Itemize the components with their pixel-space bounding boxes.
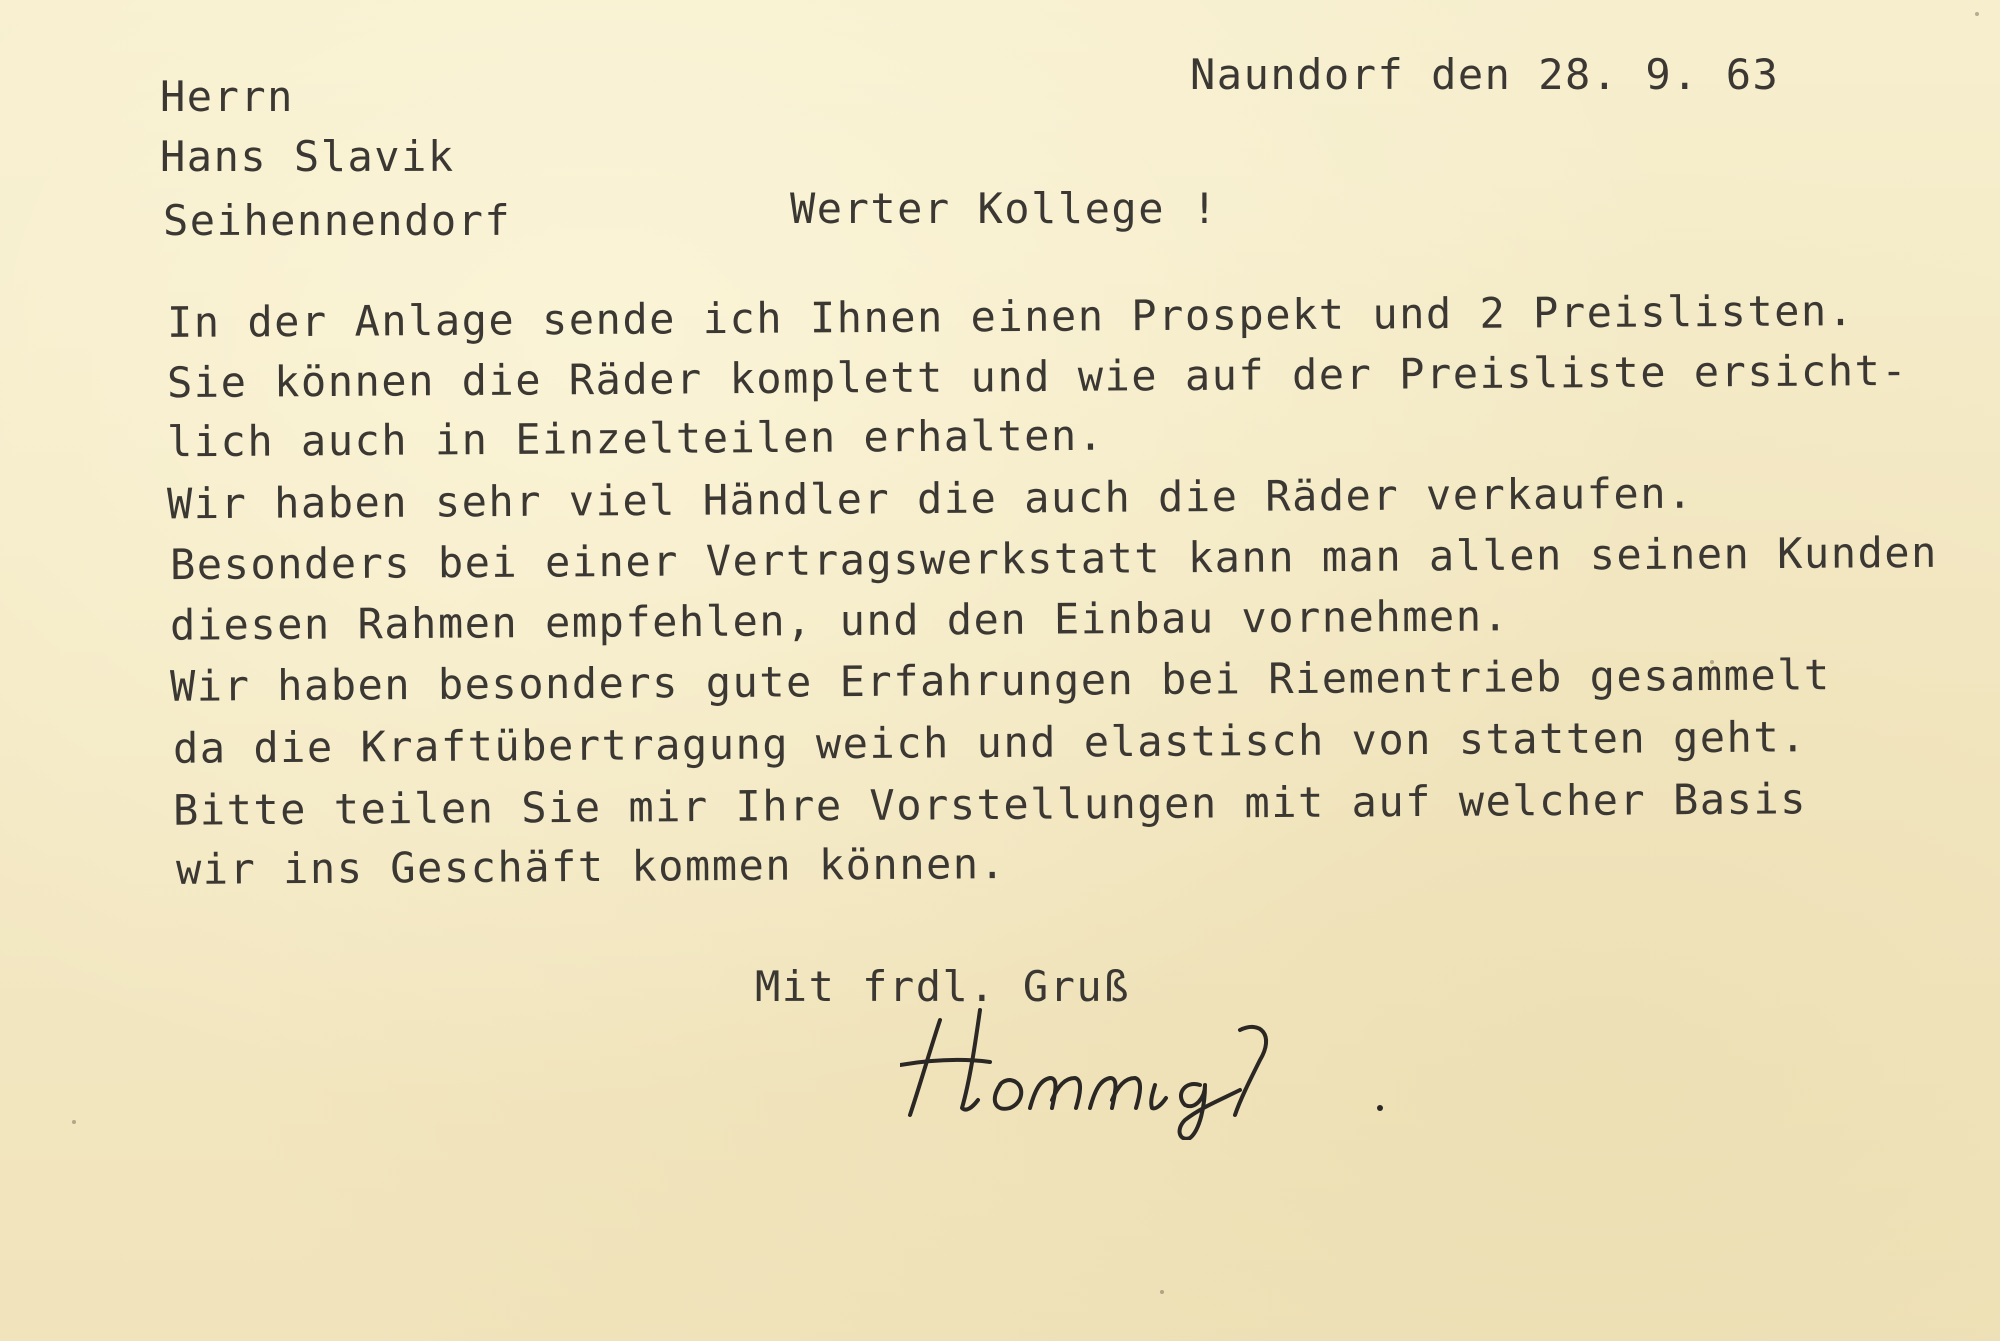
paper-speck [72,1120,76,1124]
paper-speck [1975,12,1979,16]
body-line: In der Anlage sende ich Ihnen einen Prospekt und 2 Preislisten. [166,286,1855,347]
body-line: Sie können die Räder komplett und wie auf der Preisliste ersicht- [166,345,1909,408]
paper-speck [1710,660,1714,664]
closing: Mit frdl. Gruß [755,962,1131,1011]
body-line: Bitte teilen Sie mir Ihre Vorstellungen mit auf welcher Basis [172,774,1808,835]
recipient-town: Seihennendorf [163,196,512,245]
handwritten-signature [900,990,1400,1140]
body-line: Besonders bei einer Vertragswerkstatt kann man allen seinen Kunden [169,527,1939,590]
recipient-salutation: Herrn [160,72,294,121]
body-line: wir ins Geschäft kommen können. [175,839,1007,894]
place-date: Naundorf den 28. 9. 63 [1190,50,1780,99]
body-line: diesen Rahmen empfehlen, und den Einbau vornehmen. [169,591,1510,650]
body-line: Wir haben sehr viel Händler die auch die Räder verkaufen. [166,468,1694,529]
body-line: Wir haben besonders gute Erfahrungen bei Riementrieb gesammelt [169,650,1831,711]
body-line: da die Kraftübertragung weich und elastisch von statten geht. [172,712,1808,773]
greeting: Werter Kollege ! [790,184,1219,233]
recipient-name: Hans Slavik [160,132,455,181]
body-line: lich auch in Einzelteilen erhalten. [166,410,1105,467]
paper-speck [1160,1290,1164,1294]
